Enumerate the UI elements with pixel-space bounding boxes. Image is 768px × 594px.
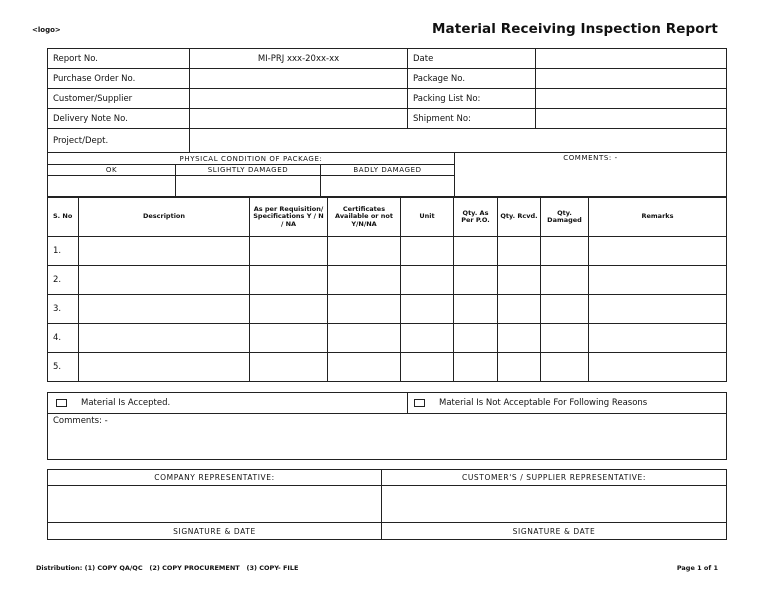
condition-ok-cell[interactable]	[48, 176, 176, 197]
certificates-cell[interactable]	[328, 266, 401, 295]
date-field[interactable]	[536, 49, 727, 69]
description-cell[interactable]	[79, 295, 250, 324]
description-cell[interactable]	[79, 266, 250, 295]
comments-label: Comments: -	[53, 416, 108, 426]
qty-po-cell[interactable]	[454, 237, 498, 266]
customer-label: Customer/Supplier	[48, 89, 190, 109]
qty-rcvd-cell[interactable]	[498, 237, 541, 266]
qty-damaged-cell[interactable]	[541, 237, 589, 266]
remarks-cell[interactable]	[589, 324, 727, 353]
customer-rep-header: CUSTOMER'S / SUPPLIER REPRESENTATIVE:	[382, 470, 727, 486]
accepted-label: Material Is Accepted.	[81, 398, 171, 408]
customer-signature-label: SIGNATURE & DATE	[382, 523, 727, 540]
project-field[interactable]	[190, 129, 727, 153]
table-row	[48, 486, 727, 523]
table-row	[48, 129, 727, 153]
condition-badly-cell[interactable]	[321, 176, 455, 197]
qty-damaged-cell[interactable]	[541, 353, 589, 382]
table-row	[48, 353, 727, 382]
row-number: 5.	[48, 353, 79, 382]
unit-cell[interactable]	[401, 266, 454, 295]
qty-rcvd-cell[interactable]	[498, 266, 541, 295]
as-per-header: As per Requisition/ Specifications Y / N / NA	[250, 198, 328, 237]
items-table	[47, 197, 727, 382]
shipment-field[interactable]	[536, 109, 727, 129]
not-accepted-checkbox[interactable]	[414, 399, 425, 407]
condition-comments[interactable]	[455, 153, 727, 197]
row-number: 1.	[48, 237, 79, 266]
table-header-row	[48, 198, 727, 237]
report-no-value[interactable]: MI-PRJ xxx-20xx-xx	[190, 49, 408, 69]
logo-placeholder: <logo>	[32, 26, 61, 34]
qty-damaged-cell[interactable]	[541, 324, 589, 353]
table-row	[48, 49, 727, 69]
project-label: Project/Dept.	[48, 129, 190, 153]
remarks-header: Remarks	[589, 198, 727, 237]
unit-cell[interactable]	[401, 295, 454, 324]
table-row	[48, 295, 727, 324]
package-field[interactable]	[536, 69, 727, 89]
qty-damaged-header: Qty. Damaged	[541, 198, 589, 237]
table-row	[48, 470, 727, 486]
row-number: 4.	[48, 324, 79, 353]
description-header: Description	[79, 198, 250, 237]
qty-rcvd-header: Qty. Rcvd.	[498, 198, 541, 237]
representatives-table	[47, 469, 727, 540]
certificates-cell[interactable]	[328, 295, 401, 324]
condition-title: PHYSICAL CONDITION OF PACKAGE:	[48, 153, 455, 165]
table-row	[48, 414, 727, 460]
remarks-cell[interactable]	[589, 353, 727, 382]
table-row	[48, 324, 727, 353]
acceptance-comments[interactable]	[48, 414, 727, 460]
as-per-cell[interactable]	[250, 353, 328, 382]
qty-damaged-cell[interactable]	[541, 295, 589, 324]
qty-po-cell[interactable]	[454, 324, 498, 353]
packing-label: Packing List No:	[408, 89, 536, 109]
distribution-note: Distribution: (1) COPY QA/QC (2) COPY PROCUREMENT (3) COPY- FILE	[36, 564, 299, 572]
company-rep-field[interactable]	[48, 486, 382, 523]
qty-rcvd-cell[interactable]	[498, 324, 541, 353]
packing-field[interactable]	[536, 89, 727, 109]
accepted-option[interactable]	[48, 393, 408, 414]
as-per-cell[interactable]	[250, 324, 328, 353]
certificates-cell[interactable]	[328, 237, 401, 266]
certificates-header: Certificates Available or not Y/N/NA	[328, 198, 401, 237]
delivery-field[interactable]	[190, 109, 408, 129]
not-accepted-label: Material Is Not Acceptable For Following Reasons	[439, 398, 648, 408]
remarks-cell[interactable]	[589, 237, 727, 266]
qty-po-header: Qty. As Per P.O.	[454, 198, 498, 237]
condition-table	[47, 152, 727, 197]
customer-rep-field[interactable]	[382, 486, 727, 523]
table-row	[48, 237, 727, 266]
comments-title: COMMENTS: -	[563, 154, 618, 162]
delivery-label: Delivery Note No.	[48, 109, 190, 129]
table-row	[48, 109, 727, 129]
table-row	[48, 523, 727, 540]
certificates-cell[interactable]	[328, 353, 401, 382]
description-cell[interactable]	[79, 324, 250, 353]
not-accepted-option[interactable]	[408, 393, 727, 414]
date-label: Date	[408, 49, 536, 69]
condition-slightly-label: SLIGHTLY DAMAGED	[176, 165, 321, 176]
condition-slightly-cell[interactable]	[176, 176, 321, 197]
table-row	[48, 393, 727, 414]
remarks-cell[interactable]	[589, 266, 727, 295]
qty-damaged-cell[interactable]	[541, 266, 589, 295]
row-number: 3.	[48, 295, 79, 324]
po-field[interactable]	[190, 69, 408, 89]
qty-po-cell[interactable]	[454, 295, 498, 324]
unit-header: Unit	[401, 198, 454, 237]
page-number: Page 1 of 1	[676, 564, 718, 572]
sno-header: S. No	[48, 198, 79, 237]
row-number: 2.	[48, 266, 79, 295]
unit-cell[interactable]	[401, 353, 454, 382]
page-title: Material Receiving Inspection Report	[432, 21, 718, 37]
as-per-cell[interactable]	[250, 237, 328, 266]
table-row	[48, 266, 727, 295]
shipment-label: Shipment No:	[408, 109, 536, 129]
unit-cell[interactable]	[401, 237, 454, 266]
table-row	[48, 69, 727, 89]
unit-cell[interactable]	[401, 324, 454, 353]
company-signature-label: SIGNATURE & DATE	[48, 523, 382, 540]
qty-po-cell[interactable]	[454, 266, 498, 295]
description-cell[interactable]	[79, 237, 250, 266]
customer-field[interactable]	[190, 89, 408, 109]
description-cell[interactable]	[79, 353, 250, 382]
table-row	[48, 153, 727, 165]
qty-po-cell[interactable]	[454, 353, 498, 382]
qty-rcvd-cell[interactable]	[498, 295, 541, 324]
as-per-cell[interactable]	[250, 266, 328, 295]
report-no-label: Report No.	[48, 49, 190, 69]
acceptance-table	[47, 392, 727, 460]
condition-ok-label: OK	[48, 165, 176, 176]
qty-rcvd-cell[interactable]	[498, 353, 541, 382]
po-label: Purchase Order No.	[48, 69, 190, 89]
as-per-cell[interactable]	[250, 295, 328, 324]
accepted-checkbox[interactable]	[56, 399, 67, 407]
table-row	[48, 89, 727, 109]
remarks-cell[interactable]	[589, 295, 727, 324]
company-rep-header: COMPANY REPRESENTATIVE:	[48, 470, 382, 486]
certificates-cell[interactable]	[328, 324, 401, 353]
report-info-table	[47, 48, 727, 153]
condition-badly-label: BADLY DAMAGED	[321, 165, 455, 176]
package-label: Package No.	[408, 69, 536, 89]
